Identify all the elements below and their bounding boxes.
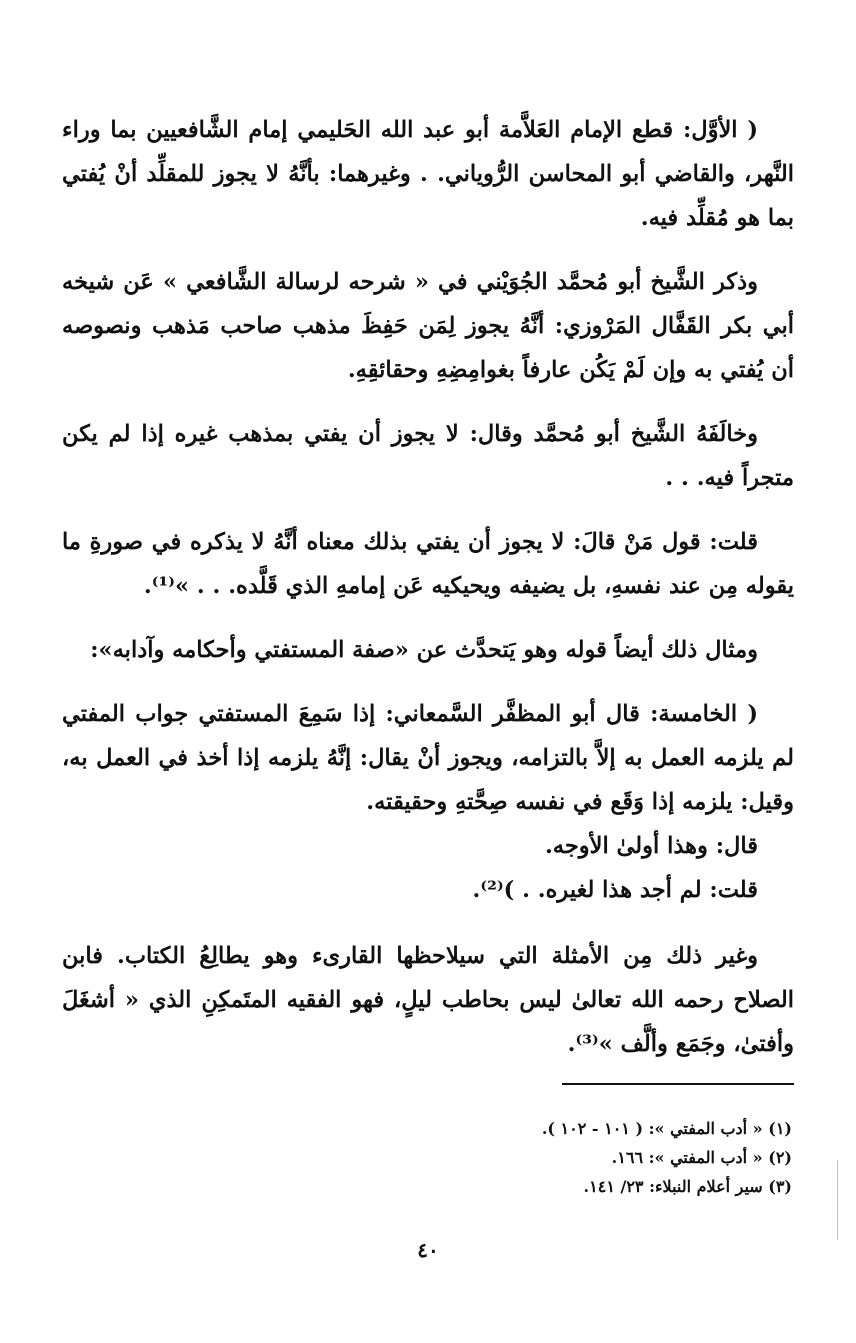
quote-line-opinion: قال: وهذا أولىٰ الأوجه. <box>544 833 758 859</box>
paragraph-fifth: ( الخامسة: قال أبو المظفَّر السَّمعاني: إذا سَمِعَ المستفتي جواب المفتي لم يلزمه العمل به إلاَّ بالتزامه، ويجوز أنْ يقال: إنَّهُ يلزمه إذا أخذ في العمل به، وقيل: يلزمه إذا وَقَع في نفسه صِحَّتهِ وحقيقته. <box>62 701 794 815</box>
footnote-2: (٢) « أدب المفتي »: ١٦٦. <box>611 1148 792 1167</box>
page-body <box>62 108 794 1086</box>
footnote-1: (١) « أدب المفتي »: ( ١٠١ - ١٠٢ ). <box>541 1119 792 1138</box>
scan-edge-line <box>837 1160 838 1240</box>
page-number: ٤٠ <box>417 1238 439 1262</box>
paragraph-example-intro: ومثال ذلك أيضاً قوله وهو يَتحدَّث عن «صفة المستفتي وأحكامه وآدابه»: <box>90 637 758 663</box>
paragraph-closing: وغير ذلك مِن الأمثلة التي سيلاحظها القارىء وهو يطالِعُ الكتاب. فابن الصلاح رحمه الله تعالىٰ ليس بحاطب ليلٍ، فهو الفقيه المتَمكِنِ الذي « أشغَلَ وأفتىٰ، وجَمَع وألَّف »⁽³⁾. <box>62 943 794 1057</box>
footnotes <box>72 1114 792 1201</box>
quote-line-remark: قلت: لم أجد هذا لغيره. . )⁽²⁾. <box>472 877 758 903</box>
paragraph-halimi: ( الأوَّل: قطع الإمام العَلاَّمة أبو عبد الله الحَليمي إمام الشَّافعيين بما وراء النَّهر، والقاضي أبو المحاسن الرُّوياني. . وغيرهما: بأنَّهُ لا يجوز للمقلِّد أنْ يُفتي بما هو مُقلِّد فيه. <box>62 117 794 231</box>
footnote-separator <box>562 1083 794 1085</box>
paragraph-disagreement: وخالَفَهُ الشَّيخ أبو مُحمَّد وقال: لا يجوز أن يفتي بمذهب غيره إذا لم يكن متجراً فيه. . . <box>62 421 794 491</box>
paragraph-juwayni: وذكر الشَّيخ أبو مُحمَّد الجُوَيْني في « شرحه لرسالة الشَّافعي » عَن شيخه أبي بكر القَفَّال المَرْوزي: أنَّهُ يجوز لِمَن حَفِظَ مذهب صاحب مَذهب ونصوصه أن يُفتي به وإن لَمْ يَكُن عارفاً بغوامِضِهِ وحقائقِهِ. <box>62 269 794 383</box>
paragraph-author-comment: قلت: قول مَنْ قالَ: لا يجوز أن يفتي بذلك معناه أنَّهُ لا يذكره في صورةِ ما يقوله مِن عند نفسهِ، بل يضيفه ويحيكيه عَن إمامهِ الذي قَلَّده. . . »⁽¹⁾. <box>62 529 794 599</box>
footnote-3: (٣) سير أعلام النبلاء: ٢٣/ ١٤١. <box>583 1177 792 1196</box>
